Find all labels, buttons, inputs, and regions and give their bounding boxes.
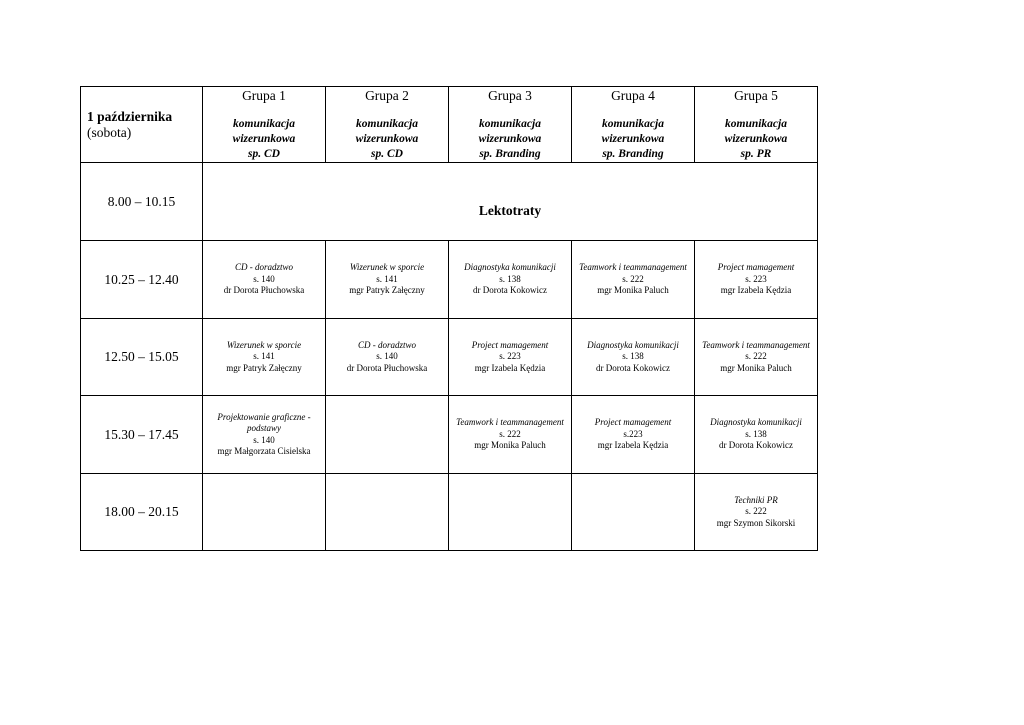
- class-cell: Wizerunek w sporcie s. 141 mgr Patryk Załęczny: [326, 241, 449, 319]
- date-cell: [81, 87, 203, 163]
- time-cell: 8.00 – 10.15: [81, 163, 203, 241]
- group-name: Grupa 3: [488, 88, 532, 103]
- group-specialization: komunikacja wizerunkowa sp. CD: [355, 118, 419, 160]
- group-specialization: komunikacja wizerunkowa sp. Branding: [478, 118, 542, 160]
- group-name: Grupa 1: [242, 88, 286, 103]
- group-specialization: komunikacja wizerunkowa sp. PR: [724, 118, 788, 160]
- slot-row: [81, 319, 818, 396]
- time-cell: 15.30 – 17.45: [81, 396, 203, 474]
- group-specialization: komunikacja wizerunkowa sp. Branding: [601, 118, 665, 160]
- class-cell-empty: [572, 474, 695, 551]
- group-header-2: [326, 87, 449, 163]
- weekday-label: (sobota): [87, 124, 132, 140]
- header-row: [81, 87, 818, 163]
- class-cell: Teamwork i teammanagement s. 222 mgr Monika Paluch: [449, 396, 572, 474]
- class-cell: Diagnostyka komunikacji s. 138 dr Dorota Kokowicz: [572, 319, 695, 396]
- class-cell-empty: [203, 474, 326, 551]
- merged-lektoraty-cell: Lektotraty: [203, 163, 818, 241]
- slot-row: [81, 474, 818, 551]
- class-cell: Teamwork i teammanagement s. 222 mgr Monika Paluch: [572, 241, 695, 319]
- time-cell: 18.00 – 20.15: [81, 474, 203, 551]
- slot-row: [81, 163, 818, 241]
- class-cell: Wizerunek w sporcie s. 141 mgr Patryk Załęczny: [203, 319, 326, 396]
- class-cell: Projektowanie graficzne - podstawy s. 140 mgr Małgorzata Cisielska: [203, 396, 326, 474]
- class-cell: Project mamagement s. 223 mgr Izabela Kędzia: [695, 241, 818, 319]
- class-cell: Diagnostyka komunikacji s. 138 dr Dorota Kokowicz: [695, 396, 818, 474]
- date-label: 1 października: [87, 108, 173, 124]
- class-cell-empty: [326, 474, 449, 551]
- class-cell: CD - doradztwo s. 140 dr Dorota Płuchowska: [203, 241, 326, 319]
- class-cell-empty: [326, 396, 449, 474]
- group-name: Grupa 4: [611, 88, 655, 103]
- schedule-table: [80, 86, 818, 551]
- group-header-5: [695, 87, 818, 163]
- slot-row: [81, 396, 818, 474]
- group-specialization: komunikacja wizerunkowa sp. CD: [232, 118, 296, 160]
- class-cell: Teamwork i teammanagement s. 222 mgr Monika Paluch: [695, 319, 818, 396]
- group-header-1: [203, 87, 326, 163]
- group-header-3: [449, 87, 572, 163]
- group-name: Grupa 5: [734, 88, 778, 103]
- class-cell: CD - doradztwo s. 140 dr Dorota Płuchowska: [326, 319, 449, 396]
- group-header-4: [572, 87, 695, 163]
- time-cell: 12.50 – 15.05: [81, 319, 203, 396]
- class-cell: Diagnostyka komunikacji s. 138 dr Dorota Kokowicz: [449, 241, 572, 319]
- slot-row: [81, 241, 818, 319]
- class-cell: Project mamagement s.223 mgr Izabela Kędzia: [572, 396, 695, 474]
- class-cell: Techniki PR s. 222 mgr Szymon Sikorski: [695, 474, 818, 551]
- time-cell: 10.25 – 12.40: [81, 241, 203, 319]
- class-cell-empty: [449, 474, 572, 551]
- class-cell: Project mamagement s. 223 mgr Izabela Kędzia: [449, 319, 572, 396]
- group-name: Grupa 2: [365, 88, 409, 103]
